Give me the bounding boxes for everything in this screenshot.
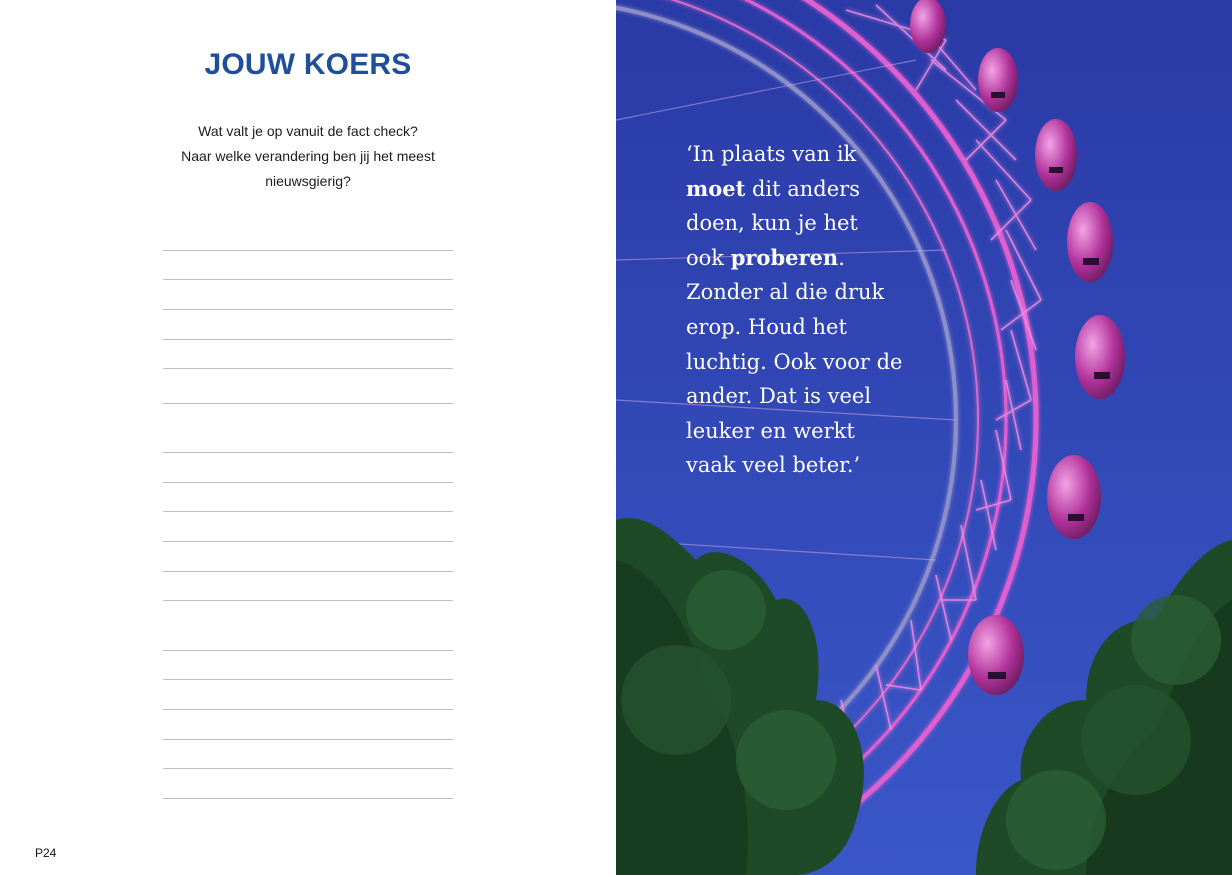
quote-line: vaak veel beter.’ bbox=[686, 453, 861, 478]
writing-line bbox=[163, 279, 453, 280]
writing-line bbox=[163, 650, 453, 651]
writing-lines[interactable] bbox=[163, 0, 453, 875]
page-number: P24 bbox=[35, 846, 57, 860]
quote-line: leuker en werkt bbox=[686, 418, 855, 443]
writing-line bbox=[163, 709, 453, 710]
quote-line: ander. Dat is veel bbox=[686, 384, 872, 409]
quote-line: ‘In plaats van ik bbox=[686, 142, 857, 166]
writing-line bbox=[163, 511, 453, 512]
writing-line bbox=[163, 309, 453, 310]
writing-line bbox=[163, 482, 453, 483]
writing-line bbox=[163, 739, 453, 740]
prompt-line: nieuwsgierig? bbox=[265, 173, 351, 189]
writing-line bbox=[163, 452, 453, 453]
page-title: JOUW KOERS bbox=[204, 48, 412, 81]
prompt-line: Wat valt je op vanuit de fact check? bbox=[198, 123, 418, 139]
writing-line bbox=[163, 339, 453, 340]
writing-line bbox=[163, 541, 453, 542]
writing-line bbox=[163, 600, 453, 601]
quote-line: erop. Houd het bbox=[686, 314, 847, 339]
writing-line bbox=[163, 250, 453, 251]
writing-line bbox=[163, 679, 453, 680]
quote-line: moet dit anders bbox=[686, 175, 860, 201]
quote-line: Zonder al die druk bbox=[686, 280, 885, 305]
quote-line: luchtig. Ook voor de bbox=[686, 349, 903, 374]
writing-line bbox=[163, 403, 453, 404]
writing-line bbox=[163, 768, 453, 769]
quote-line: ook proberen. bbox=[686, 244, 845, 270]
writing-line bbox=[163, 368, 453, 369]
prompt-line: Naar welke verandering ben jij het meest bbox=[181, 148, 435, 164]
writing-line bbox=[163, 571, 453, 572]
writing-line bbox=[163, 798, 453, 799]
quote-line: doen, kun je het bbox=[686, 211, 858, 236]
pull-quote bbox=[686, 137, 946, 483]
